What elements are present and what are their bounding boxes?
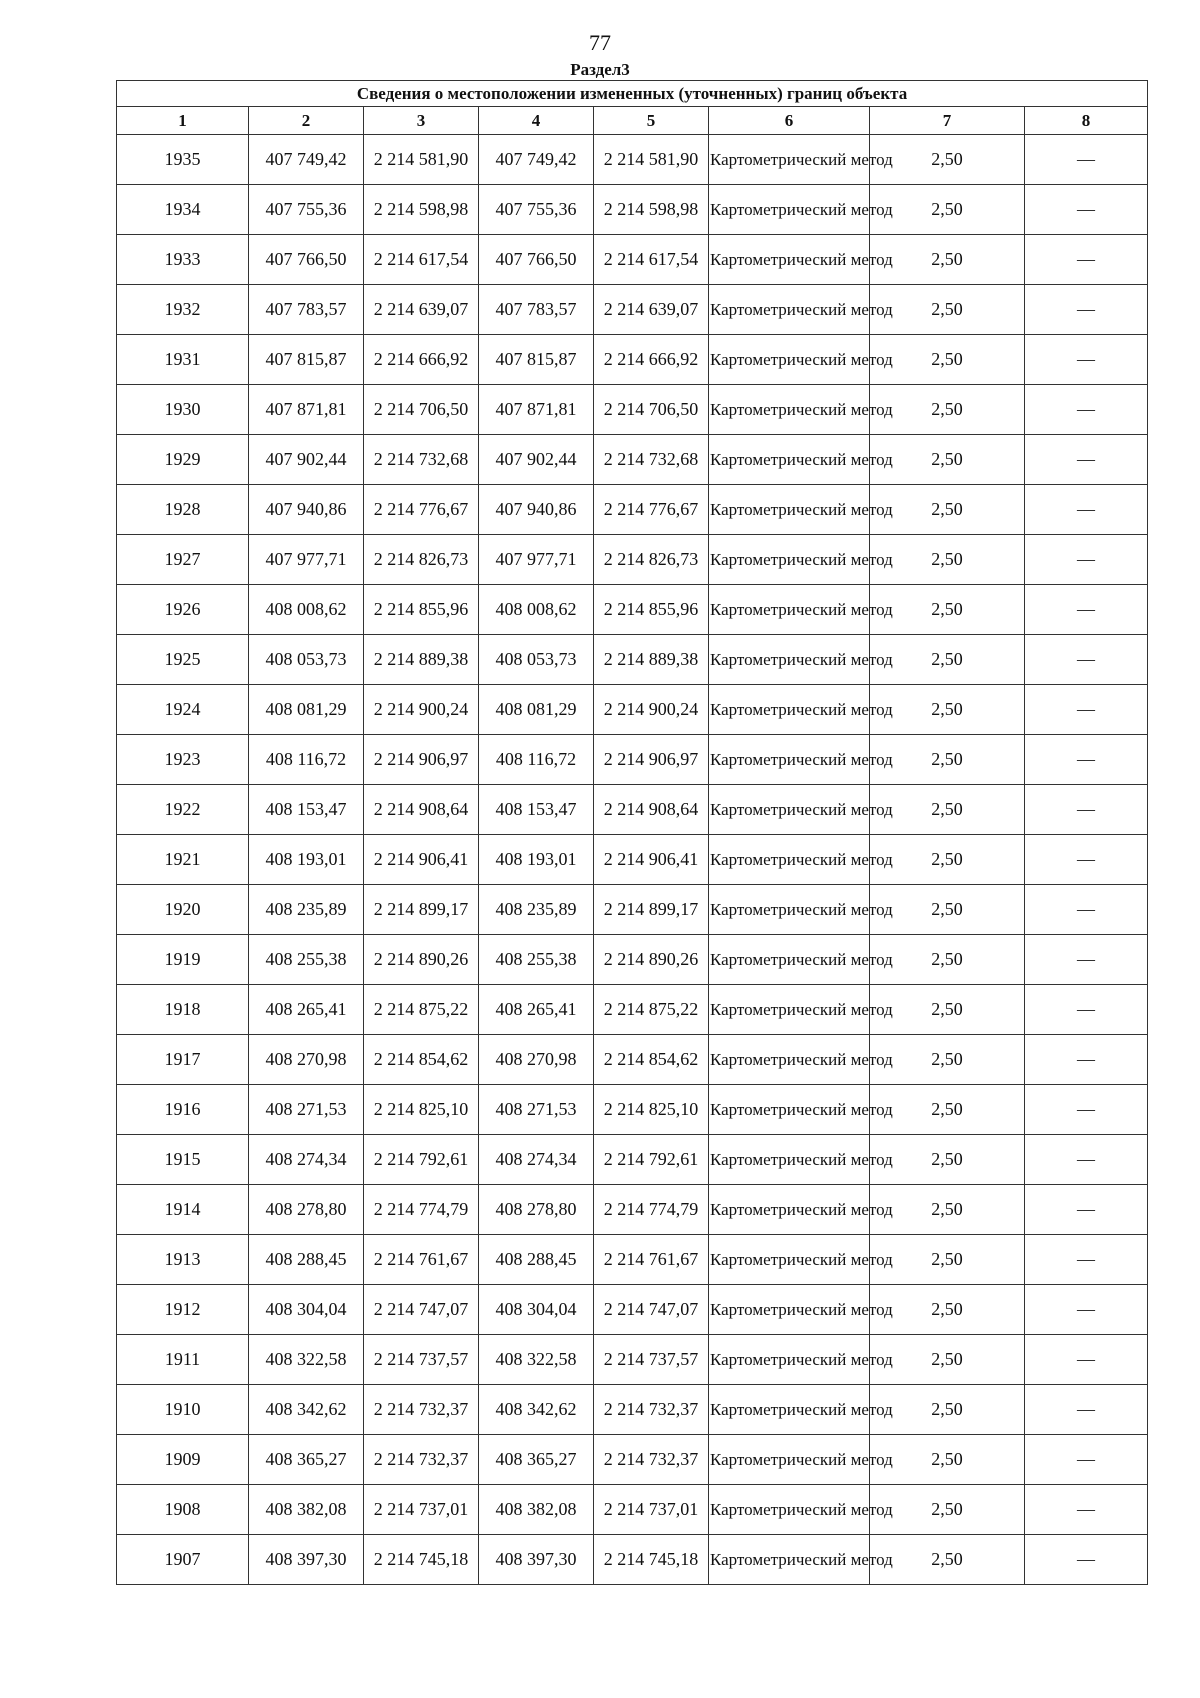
table-cell-col-1: 1915 bbox=[117, 1135, 249, 1185]
table-cell-col-8: — bbox=[1025, 835, 1148, 885]
table-cell-col-2: 408 153,47 bbox=[249, 785, 364, 835]
table-cell-col-8: — bbox=[1025, 1435, 1148, 1485]
table-cell-col-7: 2,50 bbox=[870, 235, 1025, 285]
table-cell-col-4: 408 053,73 bbox=[479, 635, 594, 685]
table-cell-col-3: 2 214 666,92 bbox=[364, 335, 479, 385]
table-cell-col-4: 407 755,36 bbox=[479, 185, 594, 235]
table-row bbox=[117, 735, 1148, 785]
table-cell-col-3: 2 214 854,62 bbox=[364, 1035, 479, 1085]
table-cell-col-6: Картометрический метод bbox=[709, 1185, 870, 1235]
table-cell-col-1: 1920 bbox=[117, 885, 249, 935]
table-cell-col-8: — bbox=[1025, 1135, 1148, 1185]
table-row bbox=[117, 285, 1148, 335]
column-header-4: 4 bbox=[479, 107, 594, 135]
table-row bbox=[117, 885, 1148, 935]
table-row bbox=[117, 835, 1148, 885]
table-cell-col-3: 2 214 732,37 bbox=[364, 1435, 479, 1485]
table-cell-col-2: 408 116,72 bbox=[249, 735, 364, 785]
table-cell-col-6: Картометрический метод bbox=[709, 285, 870, 335]
table-cell-col-7: 2,50 bbox=[870, 935, 1025, 985]
column-header-6: 6 bbox=[709, 107, 870, 135]
table-row bbox=[117, 1085, 1148, 1135]
table-cell-col-1: 1908 bbox=[117, 1485, 249, 1535]
table-cell-col-1: 1916 bbox=[117, 1085, 249, 1135]
table-cell-col-1: 1910 bbox=[117, 1385, 249, 1435]
table-cell-col-3: 2 214 900,24 bbox=[364, 685, 479, 735]
table-cell-col-4: 408 304,04 bbox=[479, 1285, 594, 1335]
table-cell-col-6: Картометрический метод bbox=[709, 885, 870, 935]
table-cell-col-2: 408 193,01 bbox=[249, 835, 364, 885]
table-cell-col-2: 408 255,38 bbox=[249, 935, 364, 985]
table-cell-col-2: 408 397,30 bbox=[249, 1535, 364, 1585]
table-cell-col-4: 407 749,42 bbox=[479, 135, 594, 185]
column-number-row bbox=[117, 107, 1148, 135]
table-cell-col-3: 2 214 747,07 bbox=[364, 1285, 479, 1335]
boundary-coordinates-table bbox=[116, 80, 1148, 1585]
table-cell-col-3: 2 214 745,18 bbox=[364, 1535, 479, 1585]
table-cell-col-2: 408 382,08 bbox=[249, 1485, 364, 1535]
table-cell-col-6: Картометрический метод bbox=[709, 635, 870, 685]
table-cell-col-3: 2 214 890,26 bbox=[364, 935, 479, 985]
table-row bbox=[117, 1435, 1148, 1485]
table-cell-col-1: 1934 bbox=[117, 185, 249, 235]
table-caption-row bbox=[117, 81, 1148, 107]
table-cell-col-2: 408 271,53 bbox=[249, 1085, 364, 1135]
table-cell-col-7: 2,50 bbox=[870, 835, 1025, 885]
table-row bbox=[117, 135, 1148, 185]
table-cell-col-2: 407 940,86 bbox=[249, 485, 364, 535]
table-cell-col-1: 1935 bbox=[117, 135, 249, 185]
table-cell-col-8: — bbox=[1025, 485, 1148, 535]
table-cell-col-5: 2 214 826,73 bbox=[594, 535, 709, 585]
table-cell-col-3: 2 214 899,17 bbox=[364, 885, 479, 935]
table-cell-col-2: 407 871,81 bbox=[249, 385, 364, 435]
table-cell-col-1: 1921 bbox=[117, 835, 249, 885]
table-cell-col-7: 2,50 bbox=[870, 1535, 1025, 1585]
table-cell-col-3: 2 214 776,67 bbox=[364, 485, 479, 535]
table-cell-col-6: Картометрический метод bbox=[709, 1085, 870, 1135]
table-cell-col-3: 2 214 792,61 bbox=[364, 1135, 479, 1185]
table-cell-col-2: 408 274,34 bbox=[249, 1135, 364, 1185]
table-row bbox=[117, 635, 1148, 685]
table-cell-col-7: 2,50 bbox=[870, 685, 1025, 735]
table-cell-col-4: 408 342,62 bbox=[479, 1385, 594, 1435]
table-cell-col-6: Картометрический метод bbox=[709, 685, 870, 735]
table-cell-col-4: 408 116,72 bbox=[479, 735, 594, 785]
table-cell-col-5: 2 214 889,38 bbox=[594, 635, 709, 685]
table-row bbox=[117, 385, 1148, 435]
table-row bbox=[117, 1385, 1148, 1435]
table-cell-col-4: 407 815,87 bbox=[479, 335, 594, 385]
table-cell-col-4: 408 382,08 bbox=[479, 1485, 594, 1535]
table-cell-col-7: 2,50 bbox=[870, 485, 1025, 535]
table-cell-col-6: Картометрический метод bbox=[709, 1385, 870, 1435]
table-cell-col-8: — bbox=[1025, 285, 1148, 335]
table-cell-col-7: 2,50 bbox=[870, 535, 1025, 585]
table-cell-col-3: 2 214 639,07 bbox=[364, 285, 479, 335]
table-cell-col-5: 2 214 732,68 bbox=[594, 435, 709, 485]
table-cell-col-8: — bbox=[1025, 1335, 1148, 1385]
table-cell-col-6: Картометрический метод bbox=[709, 985, 870, 1035]
table-cell-col-1: 1909 bbox=[117, 1435, 249, 1485]
table-cell-col-5: 2 214 899,17 bbox=[594, 885, 709, 935]
table-cell-col-1: 1918 bbox=[117, 985, 249, 1035]
table-cell-col-6: Картометрический метод bbox=[709, 435, 870, 485]
table-cell-col-4: 408 265,41 bbox=[479, 985, 594, 1035]
table-cell-col-4: 408 081,29 bbox=[479, 685, 594, 735]
table-cell-col-1: 1913 bbox=[117, 1235, 249, 1285]
table-cell-col-7: 2,50 bbox=[870, 1335, 1025, 1385]
table-cell-col-5: 2 214 908,64 bbox=[594, 785, 709, 835]
table-cell-col-1: 1912 bbox=[117, 1285, 249, 1335]
table-cell-col-3: 2 214 732,37 bbox=[364, 1385, 479, 1435]
table-cell-col-5: 2 214 639,07 bbox=[594, 285, 709, 335]
table-row bbox=[117, 1285, 1148, 1335]
table-cell-col-6: Картометрический метод bbox=[709, 1235, 870, 1285]
table-cell-col-5: 2 214 666,92 bbox=[594, 335, 709, 385]
table-cell-col-3: 2 214 906,41 bbox=[364, 835, 479, 885]
table-cell-col-7: 2,50 bbox=[870, 1035, 1025, 1085]
table-row bbox=[117, 435, 1148, 485]
table-cell-col-5: 2 214 774,79 bbox=[594, 1185, 709, 1235]
table-cell-col-4: 408 270,98 bbox=[479, 1035, 594, 1085]
table-cell-col-8: — bbox=[1025, 1035, 1148, 1085]
table-row bbox=[117, 1235, 1148, 1285]
table-cell-col-4: 408 278,80 bbox=[479, 1185, 594, 1235]
table-cell-col-6: Картометрический метод bbox=[709, 135, 870, 185]
table-cell-col-3: 2 214 875,22 bbox=[364, 985, 479, 1035]
table-cell-col-8: — bbox=[1025, 135, 1148, 185]
table-cell-col-4: 407 977,71 bbox=[479, 535, 594, 585]
table-cell-col-1: 1926 bbox=[117, 585, 249, 635]
table-cell-col-7: 2,50 bbox=[870, 1385, 1025, 1435]
table-cell-col-5: 2 214 875,22 bbox=[594, 985, 709, 1035]
table-cell-col-1: 1930 bbox=[117, 385, 249, 435]
table-cell-col-4: 408 397,30 bbox=[479, 1535, 594, 1585]
column-header-7: 7 bbox=[870, 107, 1025, 135]
table-cell-col-5: 2 214 776,67 bbox=[594, 485, 709, 535]
table-cell-col-5: 2 214 854,62 bbox=[594, 1035, 709, 1085]
table-cell-col-4: 408 235,89 bbox=[479, 885, 594, 935]
table-cell-col-5: 2 214 900,24 bbox=[594, 685, 709, 735]
table-cell-col-8: — bbox=[1025, 1285, 1148, 1335]
table-cell-col-1: 1922 bbox=[117, 785, 249, 835]
table-cell-col-4: 407 902,44 bbox=[479, 435, 594, 485]
table-cell-col-3: 2 214 706,50 bbox=[364, 385, 479, 435]
table-cell-col-4: 408 193,01 bbox=[479, 835, 594, 885]
table-cell-col-8: — bbox=[1025, 985, 1148, 1035]
table-cell-col-6: Картометрический метод bbox=[709, 585, 870, 635]
table-cell-col-7: 2,50 bbox=[870, 1285, 1025, 1335]
table-cell-col-2: 408 365,27 bbox=[249, 1435, 364, 1485]
table-cell-col-8: — bbox=[1025, 1235, 1148, 1285]
table-row bbox=[117, 1185, 1148, 1235]
table-cell-col-6: Картометрический метод bbox=[709, 235, 870, 285]
table-cell-col-8: — bbox=[1025, 185, 1148, 235]
table-cell-col-7: 2,50 bbox=[870, 135, 1025, 185]
table-cell-col-6: Картометрический метод bbox=[709, 785, 870, 835]
table-cell-col-7: 2,50 bbox=[870, 285, 1025, 335]
table-cell-col-7: 2,50 bbox=[870, 385, 1025, 435]
table-cell-col-8: — bbox=[1025, 435, 1148, 485]
table-cell-col-2: 408 288,45 bbox=[249, 1235, 364, 1285]
table-cell-col-7: 2,50 bbox=[870, 635, 1025, 685]
table-cell-col-1: 1923 bbox=[117, 735, 249, 785]
table-cell-col-2: 408 081,29 bbox=[249, 685, 364, 735]
table-cell-col-1: 1931 bbox=[117, 335, 249, 385]
table-cell-col-7: 2,50 bbox=[870, 1235, 1025, 1285]
table-cell-col-7: 2,50 bbox=[870, 185, 1025, 235]
table-cell-col-6: Картометрический метод bbox=[709, 1335, 870, 1385]
table-cell-col-8: — bbox=[1025, 235, 1148, 285]
table-cell-col-2: 407 766,50 bbox=[249, 235, 364, 285]
table-cell-col-2: 408 270,98 bbox=[249, 1035, 364, 1085]
table-row bbox=[117, 335, 1148, 385]
table-cell-col-3: 2 214 581,90 bbox=[364, 135, 479, 185]
table-row bbox=[117, 785, 1148, 835]
table-cell-col-1: 1919 bbox=[117, 935, 249, 985]
table-cell-col-1: 1929 bbox=[117, 435, 249, 485]
table-cell-col-5: 2 214 732,37 bbox=[594, 1435, 709, 1485]
table-cell-col-3: 2 214 732,68 bbox=[364, 435, 479, 485]
section-title: Раздел3 bbox=[570, 60, 630, 79]
table-cell-col-8: — bbox=[1025, 535, 1148, 585]
table-cell-col-4: 407 940,86 bbox=[479, 485, 594, 535]
page-number: 77 bbox=[589, 30, 611, 55]
table-cell-col-3: 2 214 855,96 bbox=[364, 585, 479, 635]
table-cell-col-7: 2,50 bbox=[870, 885, 1025, 935]
table-cell-col-8: — bbox=[1025, 335, 1148, 385]
table-cell-col-8: — bbox=[1025, 1385, 1148, 1435]
table-cell-col-2: 407 902,44 bbox=[249, 435, 364, 485]
table-cell-col-7: 2,50 bbox=[870, 735, 1025, 785]
table-cell-col-6: Картометрический метод bbox=[709, 485, 870, 535]
column-header-1: 1 bbox=[117, 107, 249, 135]
table-cell-col-5: 2 214 761,67 bbox=[594, 1235, 709, 1285]
table-cell-col-4: 408 274,34 bbox=[479, 1135, 594, 1185]
table-cell-col-2: 408 342,62 bbox=[249, 1385, 364, 1435]
table-cell-col-1: 1925 bbox=[117, 635, 249, 685]
table-cell-col-1: 1917 bbox=[117, 1035, 249, 1085]
table-cell-col-3: 2 214 908,64 bbox=[364, 785, 479, 835]
table-row bbox=[117, 1335, 1148, 1385]
table-cell-col-3: 2 214 737,57 bbox=[364, 1335, 479, 1385]
table-cell-col-3: 2 214 826,73 bbox=[364, 535, 479, 585]
table-row bbox=[117, 535, 1148, 585]
table-cell-col-4: 408 153,47 bbox=[479, 785, 594, 835]
column-header-5: 5 bbox=[594, 107, 709, 135]
table-cell-col-7: 2,50 bbox=[870, 785, 1025, 835]
table-cell-col-3: 2 214 761,67 bbox=[364, 1235, 479, 1285]
table-cell-col-2: 408 278,80 bbox=[249, 1185, 364, 1235]
table-cell-col-1: 1907 bbox=[117, 1535, 249, 1585]
table-cell-col-7: 2,50 bbox=[870, 435, 1025, 485]
table-cell-col-6: Картометрический метод bbox=[709, 1535, 870, 1585]
table-cell-col-2: 408 304,04 bbox=[249, 1285, 364, 1335]
table-cell-col-2: 408 322,58 bbox=[249, 1335, 364, 1385]
table-cell-col-1: 1932 bbox=[117, 285, 249, 335]
table-cell-col-6: Картометрический метод bbox=[709, 1435, 870, 1485]
table-cell-col-1: 1927 bbox=[117, 535, 249, 585]
table-cell-col-2: 407 977,71 bbox=[249, 535, 364, 585]
table-cell-col-5: 2 214 706,50 bbox=[594, 385, 709, 435]
table-cell-col-6: Картометрический метод bbox=[709, 1285, 870, 1335]
table-cell-col-5: 2 214 825,10 bbox=[594, 1085, 709, 1135]
table-row bbox=[117, 1035, 1148, 1085]
table-cell-col-2: 408 235,89 bbox=[249, 885, 364, 935]
table-cell-col-4: 407 766,50 bbox=[479, 235, 594, 285]
table-cell-col-4: 408 008,62 bbox=[479, 585, 594, 635]
table-cell-col-8: — bbox=[1025, 885, 1148, 935]
table-cell-col-1: 1914 bbox=[117, 1185, 249, 1235]
table-cell-col-6: Картометрический метод bbox=[709, 535, 870, 585]
table-cell-col-6: Картометрический метод bbox=[709, 935, 870, 985]
table-row bbox=[117, 585, 1148, 635]
table-cell-col-8: — bbox=[1025, 1085, 1148, 1135]
table-cell-col-8: — bbox=[1025, 685, 1148, 735]
table-cell-col-8: — bbox=[1025, 1185, 1148, 1235]
table-cell-col-4: 408 288,45 bbox=[479, 1235, 594, 1285]
table-cell-col-7: 2,50 bbox=[870, 985, 1025, 1035]
column-header-3: 3 bbox=[364, 107, 479, 135]
table-cell-col-2: 408 008,62 bbox=[249, 585, 364, 635]
table-cell-col-7: 2,50 bbox=[870, 1185, 1025, 1235]
table-caption: Сведения о местоположении измененных (уточненных) границ объекта bbox=[117, 81, 1148, 107]
table-cell-col-5: 2 214 598,98 bbox=[594, 185, 709, 235]
table-cell-col-5: 2 214 855,96 bbox=[594, 585, 709, 635]
table-cell-col-3: 2 214 774,79 bbox=[364, 1185, 479, 1235]
table-cell-col-1: 1924 bbox=[117, 685, 249, 735]
table-cell-col-8: — bbox=[1025, 635, 1148, 685]
table-cell-col-4: 408 322,58 bbox=[479, 1335, 594, 1385]
table-cell-col-7: 2,50 bbox=[870, 1485, 1025, 1535]
table-row bbox=[117, 485, 1148, 535]
table-row bbox=[117, 185, 1148, 235]
table-cell-col-2: 407 749,42 bbox=[249, 135, 364, 185]
table-cell-col-8: — bbox=[1025, 1535, 1148, 1585]
table-cell-col-6: Картометрический метод bbox=[709, 385, 870, 435]
table-cell-col-5: 2 214 745,18 bbox=[594, 1535, 709, 1585]
table-cell-col-3: 2 214 906,97 bbox=[364, 735, 479, 785]
table-row bbox=[117, 685, 1148, 735]
table-cell-col-3: 2 214 889,38 bbox=[364, 635, 479, 685]
table-cell-col-6: Картометрический метод bbox=[709, 835, 870, 885]
table-cell-col-2: 407 755,36 bbox=[249, 185, 364, 235]
table-cell-col-7: 2,50 bbox=[870, 585, 1025, 635]
table-cell-col-4: 407 871,81 bbox=[479, 385, 594, 435]
table-cell-col-8: — bbox=[1025, 1485, 1148, 1535]
table-cell-col-7: 2,50 bbox=[870, 1085, 1025, 1135]
table-cell-col-5: 2 214 890,26 bbox=[594, 935, 709, 985]
table-cell-col-7: 2,50 bbox=[870, 1135, 1025, 1185]
table-cell-col-3: 2 214 825,10 bbox=[364, 1085, 479, 1135]
table-cell-col-6: Картометрический метод bbox=[709, 335, 870, 385]
table-body bbox=[117, 135, 1148, 1585]
table-cell-col-8: — bbox=[1025, 385, 1148, 435]
table-cell-col-4: 407 783,57 bbox=[479, 285, 594, 335]
table-cell-col-5: 2 214 732,37 bbox=[594, 1385, 709, 1435]
table-cell-col-1: 1933 bbox=[117, 235, 249, 285]
table-cell-col-2: 407 783,57 bbox=[249, 285, 364, 335]
table-cell-col-5: 2 214 737,57 bbox=[594, 1335, 709, 1385]
table-cell-col-5: 2 214 737,01 bbox=[594, 1485, 709, 1535]
table-cell-col-5: 2 214 906,41 bbox=[594, 835, 709, 885]
table-cell-col-6: Картометрический метод bbox=[709, 185, 870, 235]
table-cell-col-6: Картометрический метод bbox=[709, 1135, 870, 1185]
table-cell-col-4: 408 365,27 bbox=[479, 1435, 594, 1485]
table-cell-col-3: 2 214 737,01 bbox=[364, 1485, 479, 1535]
table-cell-col-2: 408 265,41 bbox=[249, 985, 364, 1035]
table-cell-col-2: 408 053,73 bbox=[249, 635, 364, 685]
table-cell-col-1: 1911 bbox=[117, 1335, 249, 1385]
table-cell-col-6: Картометрический метод bbox=[709, 1485, 870, 1535]
table-cell-col-7: 2,50 bbox=[870, 1435, 1025, 1485]
table-cell-col-1: 1928 bbox=[117, 485, 249, 535]
table-cell-col-4: 408 271,53 bbox=[479, 1085, 594, 1135]
table-cell-col-6: Картометрический метод bbox=[709, 1035, 870, 1085]
table-cell-col-8: — bbox=[1025, 585, 1148, 635]
table-cell-col-5: 2 214 581,90 bbox=[594, 135, 709, 185]
table-row bbox=[117, 235, 1148, 285]
table-row bbox=[117, 985, 1148, 1035]
table-cell-col-3: 2 214 598,98 bbox=[364, 185, 479, 235]
column-header-2: 2 bbox=[249, 107, 364, 135]
table-row bbox=[117, 1485, 1148, 1535]
table-cell-col-5: 2 214 617,54 bbox=[594, 235, 709, 285]
table-cell-col-8: — bbox=[1025, 935, 1148, 985]
table-cell-col-5: 2 214 747,07 bbox=[594, 1285, 709, 1335]
table-row bbox=[117, 935, 1148, 985]
table-row bbox=[117, 1135, 1148, 1185]
table-cell-col-6: Картометрический метод bbox=[709, 735, 870, 785]
table-cell-col-5: 2 214 792,61 bbox=[594, 1135, 709, 1185]
table-cell-col-8: — bbox=[1025, 785, 1148, 835]
table-cell-col-4: 408 255,38 bbox=[479, 935, 594, 985]
table-cell-col-2: 407 815,87 bbox=[249, 335, 364, 385]
table-cell-col-7: 2,50 bbox=[870, 335, 1025, 385]
column-header-8: 8 bbox=[1025, 107, 1148, 135]
table-cell-col-3: 2 214 617,54 bbox=[364, 235, 479, 285]
table-cell-col-8: — bbox=[1025, 735, 1148, 785]
table-cell-col-5: 2 214 906,97 bbox=[594, 735, 709, 785]
table-row bbox=[117, 1535, 1148, 1585]
